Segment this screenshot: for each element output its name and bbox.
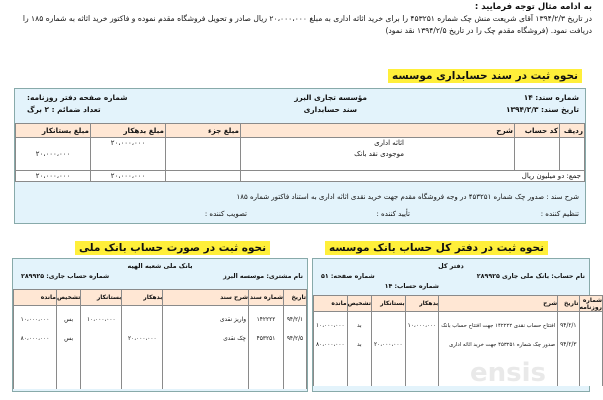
bank-table [13,289,307,389]
journal-page-label: شماره صفحه دفتر روزنامه: [27,93,128,102]
voucher-total-row: جمع: دو میلیون ریال ۲۰،۰۰۰،۰۰۰ ۲۰،۰۰۰،۰۰۰ [16,170,585,182]
col-account-code: کد حساب [515,124,560,138]
ledger-page: شماره صفحه: ۵۱ [321,273,375,280]
table-row [14,362,307,371]
table-row: اثاثه اداری ۲۰،۰۰۰،۰۰۰ [16,138,585,149]
ledger-table-header: شماره روزنامه تاریخ شرح بدهکار بستانکار تشخیص مانده [314,296,603,312]
bank-table-header: تاریخ شماره سند شرح سند بدهکار بستانکار تشخیص مانده [14,290,307,306]
ledger-account-number: شماره حساب: ۱۴ [384,283,439,290]
table-row [14,353,307,362]
attachments-count: تعداد ضمائم : ۲ برگ [27,105,101,114]
bank-heading: بانک ملی شعبه الهیه [127,262,193,270]
voucher-section-title: نحوه ثبت در سند حسابداری موسسه [388,64,582,83]
table-row: موجودی نقد بانک ۲۰،۰۰۰،۰۰۰ [16,149,585,160]
table-row: ۹۴/۲/۳ صدور چک شماره ۴۵۳۲۵۱ جهت خرید اثاثه اداری ۲۰،۰۰۰،۰۰۰ بد ۸۰،۰۰۰،۰۰۰ [314,340,603,350]
table-row [314,312,603,322]
voucher-number: شماره سند: ۱۴ [523,93,579,102]
table-row [14,306,307,316]
voucher-doc-name: سند حسابداری [303,105,357,114]
col-partial: مبلغ جزء [166,124,241,138]
prepared-by: تنظیم کننده : [540,210,579,218]
bank-section-title: نحوه ثبت در صورت حساب بانک ملی [75,236,270,255]
watermark-logo: ensis [470,358,547,388]
ledger-section-title: نحوه ثبت در دفتر کل حساب بانک موسسه [325,236,548,255]
company-name: مؤسسه تجاری البرز [294,93,367,102]
table-row [14,344,307,353]
approved-by: تصویب کننده : [204,210,247,218]
voucher-date: تاریخ سند: ۱۳۹۴/۲/۳ [505,105,579,114]
voucher-table-header [16,124,585,138]
ledger-heading: دفتر کل [438,262,464,270]
table-row [14,380,307,389]
checked-by: تأیید کننده : [376,210,410,218]
bank-customer-name: نام مشتری: موسسه البرز [223,273,303,280]
voucher-table [15,123,585,182]
ledger-account-name: نام حساب: بانک ملی جاری ۲۸۹۹۲۵ [476,273,585,280]
table-row [16,159,585,170]
intro-title: به ادامه مثال توجه فرمایید : [474,2,592,12]
bank-statement [12,258,308,392]
table-row: ۹۴/۲/۱ افتتاح حساب نقدی ۱۴۲۲۲۲ جهت افتتاح حساب بانک ۱۰،۰۰۰،۰۰۰ بد ۱۰،۰۰۰،۰۰۰ [314,321,603,331]
col-row: ردیف [560,124,585,138]
accounting-voucher [14,88,586,224]
table-row [314,331,603,340]
table-row: ۹۴/۲/۵ ۴۵۳۲۵۱ چک نقدی ۲۰،۰۰۰،۰۰۰ بس ۸۰،۰۰۰،۰۰۰ [14,334,307,344]
table-row [14,371,307,380]
col-description: شرح [241,124,515,138]
bank-account-number: شماره حساب جاری: ۲۸۹۹۲۵ [21,273,110,280]
voucher-description: شرح سند : صدور چک شماره ۴۵۳۲۵۱ در وجه فروشگاه مقدم جهت خرید نقدی اثاثه اداری به استناد فاکتور شماره ۱۸۵ [236,193,579,201]
col-debit: مبلغ بدهکار [91,124,166,138]
intro-text: در تاریخ ۱۳۹۴/۲/۳ آقای شریعت منش چک شماره ۴۵۳۲۵۱ را برای خرید اثاثه اداری به مبلغ ۲۰،۰۰۰،۰۰۰ ریال صادر و تحویل فروشگاه مقدم نموده و فاکتور خرید اثاثه به شماره ۱۸۵ را دریافت نمود. (فروشگاه مقدم چک را در تاریخ ۱۳۹۴/۲/۵ نقد نمود) [22,14,592,36]
col-credit: مبلغ بستانکار [16,124,91,138]
table-row: ۹۴/۲/۱ ۱۴۲۲۲۲ واریز نقدی ۱۰،۰۰۰،۰۰۰ بس ۱۰،۰۰۰،۰۰۰ [14,315,307,325]
table-row [14,325,307,334]
